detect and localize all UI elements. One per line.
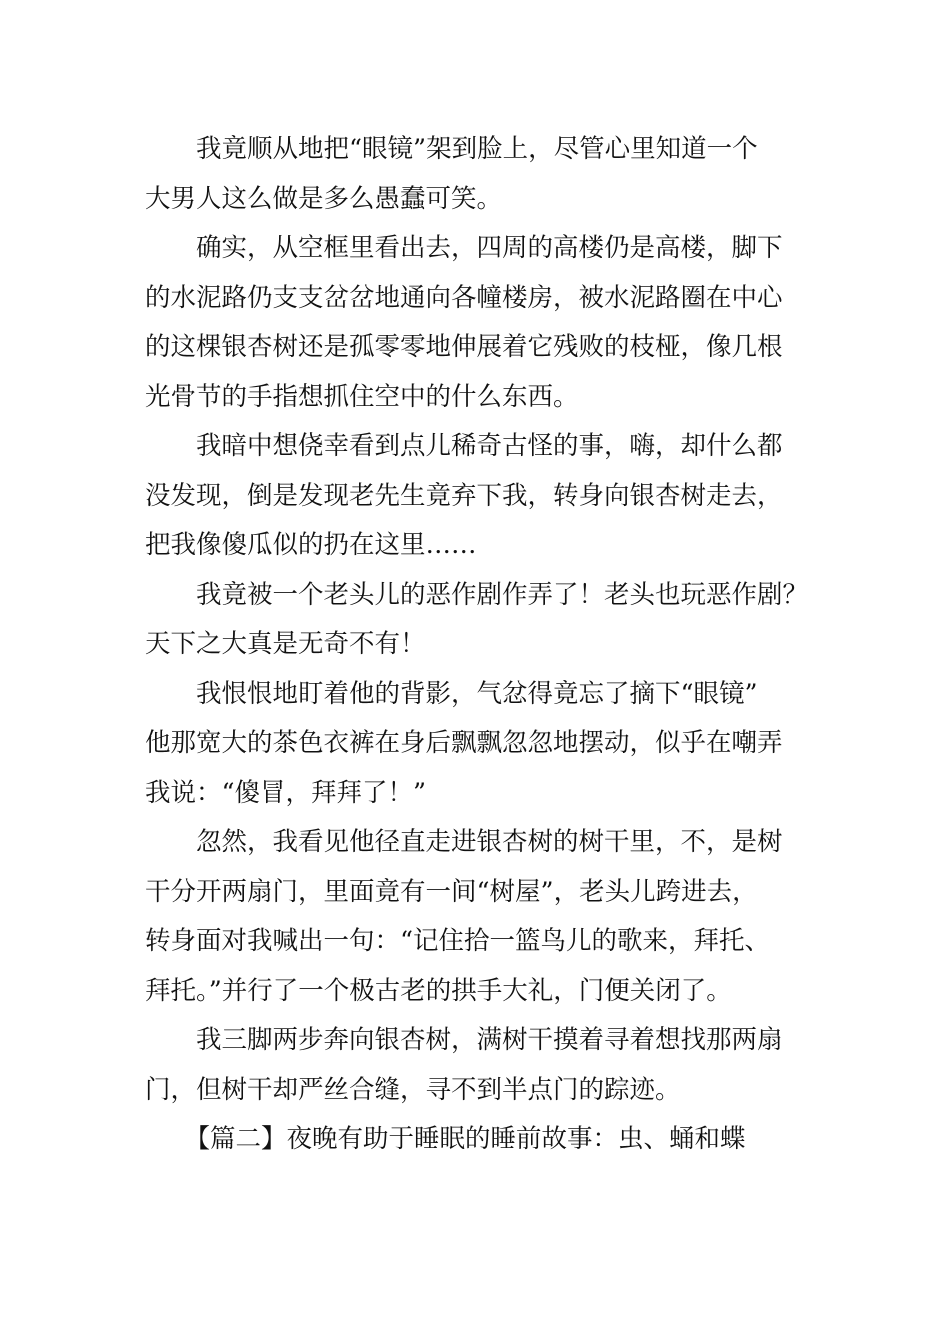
paragraph-line: 没发现，倒是发现老先生竟弃下我，转身向银杏树走去， <box>145 480 783 511</box>
paragraph-3 <box>145 422 807 571</box>
paragraph-2 <box>145 224 807 422</box>
paragraph-line: 我说：“傻冒，拜拜了！” <box>145 777 427 808</box>
document-body <box>145 125 807 1165</box>
paragraph-line: 的水泥路仍支支岔岔地通向各幢楼房，被水泥路圈在中心 <box>145 282 783 313</box>
paragraph-line: 转身面对我喊出一句：“记住拾一篮鸟儿的歌来，拜托、 <box>145 926 771 956</box>
paragraph-line: 把我像傻瓜似的扔在这里…… <box>145 530 477 560</box>
paragraph-line: 天下之大真是无奇不有！ <box>145 629 426 659</box>
paragraph-line: 的这棵银杏树还是孤零零地伸展着它残败的枝桠，像几根 <box>145 332 783 362</box>
paragraph-6 <box>145 818 807 1016</box>
paragraph-4 <box>145 571 807 670</box>
paragraph-line: 大男人这么做是多么愚蠢可笑。 <box>145 183 503 214</box>
paragraph-line: 门，但树干却严丝合缝，寻不到半点门的踪迹。 <box>145 1074 681 1105</box>
paragraph-1 <box>145 125 807 224</box>
paragraph-line: 我暗中想侥幸看到点儿稀奇古怪的事，嗨，却什么都 <box>196 431 783 461</box>
paragraph-line: 我恨恨地盯着他的背影，气忿得竟忘了摘下“眼镜” <box>196 678 758 709</box>
paragraph-line: 我三脚两步奔向银杏树，满树干摸着寻着想找那两扇 <box>196 1025 783 1055</box>
section-heading: 【篇二】夜晚有助于睡眠的睡前故事：虫、蛹和蝶 <box>184 1124 746 1154</box>
paragraph-line: 我竟被一个老头儿的恶作剧作弄了！老头也玩恶作剧？ <box>196 579 809 610</box>
paragraph-line: 确实，从空框里看出去，四周的高楼仍是高楼，脚下 <box>196 233 783 263</box>
paragraph-line: 光骨节的手指想抓住空中的什么东西。 <box>145 381 579 412</box>
paragraph-line: 我竟顺从地把“眼镜”架到脸上，尽管心里知道一个 <box>196 134 758 164</box>
paragraph-5 <box>145 670 807 819</box>
paragraph-line: 干分开两扇门，里面竟有一间“树屋”，老头儿跨进去， <box>145 876 758 907</box>
paragraph-7 <box>145 1016 807 1115</box>
paragraph-line: 拜托。”并行了一个极古老的拱手大礼，门便关闭了。 <box>145 975 732 1006</box>
paragraph-line: 他那宽大的茶色衣裤在身后飘飘忽忽地摆动，似乎在嘲弄 <box>145 728 783 758</box>
paragraph-line: 忽然，我看见他径直走进银杏树的树干里，不，是树 <box>196 827 783 857</box>
